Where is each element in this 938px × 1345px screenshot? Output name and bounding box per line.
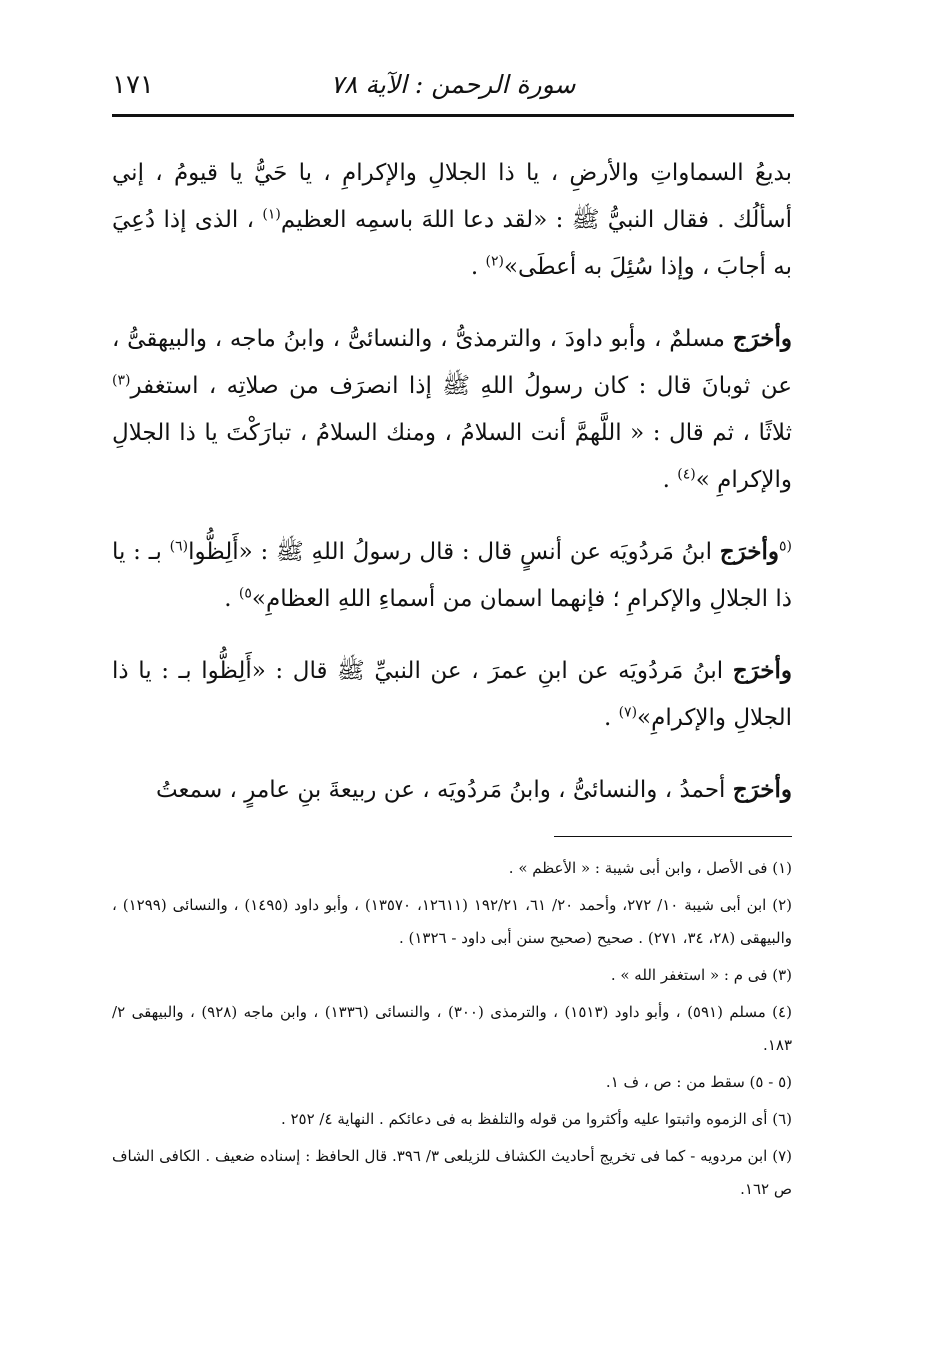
- footnote-1: (١) فى الأصل ، وابن أبى شيبة : « الأعظم » .: [508, 859, 792, 877]
- footnote-ref: (٢): [485, 253, 504, 270]
- footnote-ref: (١): [262, 206, 281, 223]
- page-header: [112, 62, 794, 112]
- paragraph-text: بديعُ السماواتِ والأرضِ ، يا ذا الجلالِ والإكرامِ ، يا حَيُّ يا قيومُ ، إني أسألُك . فقال النبيُّ ﷺ : «لقد دعا اللهَ باسمِه العظيم: [112, 160, 792, 233]
- footnote-rule: [554, 836, 792, 837]
- paragraph-text: بـ : يا ذا الجلالِ والإكرامِ ؛ فإنهما اسمان من أسماءِ اللهِ العظامِ»: [112, 539, 792, 612]
- paragraph-1: [112, 150, 792, 291]
- footnote-ref: ٥): [238, 585, 252, 602]
- paragraph-2: [112, 315, 792, 504]
- paragraph-lead: وأخرَج: [732, 325, 792, 352]
- paragraph-text: مسلمٌ ، وأبو داودَ ، والترمذىُّ ، والنسائىُّ ، وابنُ ماجه ، والبيهقىُّ ، عن ثوبانَ قال : كان رسولُ اللهِ ﷺ إذا انصرَف من صلاتِه ، استغفر: [112, 326, 792, 399]
- paragraph-text: ، الذى إذا دُعِيَ به أجابَ ، وإذا سُئِلَ به أعطَى»: [112, 207, 792, 280]
- paragraph-text: .: [224, 586, 239, 612]
- paragraph-4: [112, 647, 792, 742]
- paragraph-5: [112, 766, 792, 814]
- footnote-2: (٢) ابن أبى شيبة ١٠/ ٢٧٢، وأحمد ٢٠/ ٦١، ١٩٢/٢١ (١٢٦١١، ١٣٥٧٠) ، وأبو داود (١٤٩٥) ، والنسائى (١٢٩٩) ، والبيهقى (٢٨، ٣٤، ٢٧١) . صحيح (صحيح سنن أبى داود - ١٣٢٦) .: [112, 896, 793, 947]
- footnote-ref: (٧): [618, 704, 638, 721]
- paragraph-text: ثلاثًا ، ثم قال : « اللَّهمَّ أنت السلامُ ، ومنك السلامُ ، تبارَكْتَ يا ذا الجلالِ والإكرامِ »: [112, 420, 792, 493]
- footnote-ref: (٣): [112, 372, 131, 389]
- footnote-3: (٣) فى م : « استغفر الله » .: [610, 966, 792, 984]
- paragraph-lead: وأخرَج: [719, 538, 779, 565]
- paragraph-lead: وأخرَج: [732, 776, 792, 803]
- header-rule: [112, 114, 794, 117]
- paragraph-text: أحمدُ ، والنسائىُّ ، وابنُ مَردُويَه ، عن ربيعةَ بنِ عامرٍ ، سمعتُ: [155, 777, 733, 803]
- paragraph-text: ابنُ مَردُويَه عن ابنِ عمرَ ، عن النبيِّ ﷺ قال : «أَلِظُّوا بـ : يا ذا الجلالِ والإكرامِ»: [112, 658, 792, 731]
- main-text: [112, 150, 792, 838]
- footnote-5: (٥ - ٥) سقط من : ص ، ف ١.: [605, 1073, 792, 1091]
- footnote-ref: (٦): [169, 538, 189, 555]
- paragraph-text: .: [603, 705, 619, 731]
- paragraph-text: ابنُ مَردُويَه عن أنسٍ قال : قال رسولُ اللهِ ﷺ : «أَلِظُّوا: [188, 539, 720, 565]
- footnotes: [112, 852, 792, 1210]
- page-number: ١٧١: [112, 70, 154, 100]
- running-title: سورة الرحمن : الآية ٧٨: [330, 70, 576, 99]
- paragraph-lead: وأخرَج: [732, 657, 792, 684]
- footnote-4: (٤) مسلم (٥٩١) ، وأبو داود (١٥١٣) ، والترمذى (٣٠٠) ، والنسائى (١٣٣٦) ، وابن ماجه (٩٢٨) ، والبيهقى ٢/ ١٨٣.: [112, 1003, 792, 1054]
- paragraph-3: [112, 528, 792, 623]
- paragraph-text: .: [470, 254, 486, 280]
- footnote-ref: (٥: [779, 538, 792, 555]
- paragraph-text: .: [662, 467, 678, 493]
- footnote-7: (٧) ابن مردويه - كما فى تخريج أحاديث الكشاف للزيلعى ٣/ ٣٩٦. قال الحافظ : إسناده ضعيف . الكافى الشاف ص ١٦٢.: [112, 1147, 792, 1198]
- footnote-ref: (٤): [677, 466, 696, 483]
- footnote-6: (٦) أى الزموه واثبتوا عليه وأكثروا من قوله والتلفظ به فى دعائكم . النهاية ٤/ ٢٥٢ .: [280, 1110, 792, 1128]
